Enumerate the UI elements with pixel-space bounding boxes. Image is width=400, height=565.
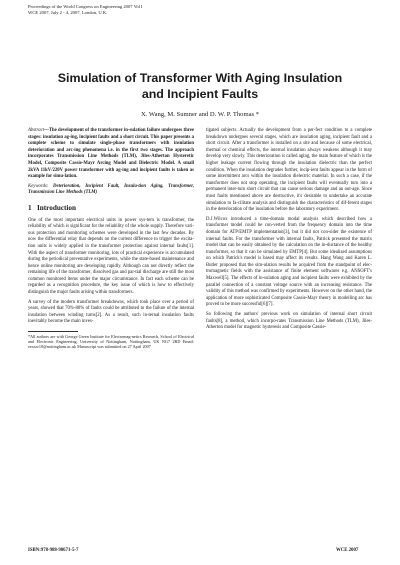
footer-conference: WCE 2007 bbox=[336, 548, 359, 553]
section-number: 1 bbox=[28, 203, 32, 212]
header-line-2: WCE 2007, July 2 - 4, 2007, London, U.K. bbox=[28, 9, 108, 15]
keywords bbox=[28, 184, 194, 197]
right-paragraph-2: D.J.Wilcox introduced a time-domain modal analysis which described how a transformer model could be con-verted from the frequency domain into the time domain for ATP/EMTP implementation[3], but it did not con-sider the existence of internal faults. For the transformer with internal faults, Patrick presented the matrix model that can be easily obtained by the calculation on the in-ductance of the healthy transformer, so that it can be simulated by EMTP[4]. But some idealized assumptions on which Patrick's model is based may affect its results. Hang Wang and Karen L. Butler proposed that the sim-ulation results be acquired from the standpoint of elec-tromagnetic fields with the assistance of finite element softwares e.g. ANSOFT's Maxwell[5]. The effects of in-sulation aging and incipient faults were exhibited by the parallel connection of a constant voltage source with an increasing resistance. The validity of this method was confirmed by experiments. However on the other hand, the application of more sophisticated Composite Cassie-Mayr theory in modelling arc has proved to be more successful[6][7]. bbox=[206, 216, 372, 308]
left-paragraph-1: One of the most important electrical units in power sys-tem is transformer, the reliability of which is significant for the reliability of the whole supply. Therefore vari-ous protection and monitoring schemes were developed in the last few decades. By now the differential relay that depends on the current difference to trigger the excita-tion units is widely applied in the transformer protection against internal faults[1]. With the aspect of transformer monitoring, lots of practical experience is accumulated during the periodical preventative experiments, while the state-based maintenance and hence online monitoring are developing rapidly. Although can not directly reflect the remaining life of the transformer, dissolved gas and par-tial discharge are still the most common monitored items under the major circumstance. In fact each scheme can be regarded as a recognition procedure, the key issue of which is how to effectively distinguish the major faults arising within transformers. bbox=[28, 217, 194, 296]
title-line-1: Simulation of Transformer With Aging Insulation bbox=[57, 71, 343, 85]
keywords-label: Keywords: bbox=[28, 183, 49, 189]
right-paragraph-3: So following the authors' previous work on simulation of internal short circuit faults[8], a method, which incorpo-rates Transmission Line Methods (TLM), Jiles-Atherton model for magnetic hysteresis and Composite Cassie- bbox=[206, 312, 372, 331]
footer-isbn: ISBN:978-988-98671-5-7 bbox=[28, 548, 79, 553]
right-paragraph-1: tigated subjects. Actually the development from a per-fect condition to a complete breakdown undergoes several stages, which are insulation aging, incipient fault and a short circuit. After a transformer is installed on a site and because of some electrical, thermal or chemical effects, the internal insulation always weakens although it may develop very slowly. This deterioration is called aging, the main feature of which is the higher leakage current flowing through the insulation dielectric than the perfect condition. When the insulation degrades further, incip-ient faults appear in the form of some intermittent arcs within the insulation dielectric material. In such a case, if the transformer does not stop operating, the incipient faults will eventually turn into a permanent inter-turn short circuit that can cause serious damage and an out-age. Since most faults mentioned above are destructive, it's desirable to undertake an accurate simulation to fa-cilitate analysis and distinguish the characteristics of dif-ferent stages in the deterioration of the insulation before the laboratory experiment. bbox=[206, 128, 372, 213]
footnote-rule bbox=[28, 331, 78, 332]
abstract-label: Abstract bbox=[28, 128, 45, 133]
header-line-1: Proceedings of the World Congress on Engineering 2007 Vol I bbox=[28, 4, 143, 9]
footnote: *All authors are with George Green Institute for Electromag-netics Research, School of Electrical and Electronic Engineering, University of Nottingham, Nottingham, UK NG7 2RD Email: eexxw10@nottingham.ac.uk Manuscript was submitted on 27 April 2007 bbox=[28, 334, 194, 350]
keywords-text: Deterioration, Incipient Fault, Insula-tion Aging, Transformer, Transmission Line Methods (TLM) bbox=[28, 183, 195, 196]
section-title: Introduction bbox=[36, 203, 76, 212]
left-paragraph-2: A survey of the modern transformer breakdowns, which took place over a period of years, showed that 70%-80% of faults could be attributed to the failure of the internal insulation between winding turns[2]. As a result, such in-ternal insulation faults inevitably become the main inves- bbox=[28, 299, 194, 325]
right-column bbox=[206, 128, 372, 335]
abstract bbox=[28, 128, 194, 181]
paper-title bbox=[0, 70, 400, 102]
running-header bbox=[28, 4, 143, 16]
left-column bbox=[28, 128, 194, 350]
section-heading bbox=[28, 205, 194, 212]
authors: X. Wang, M. Sumner and D. W. P. Thomas * bbox=[140, 111, 260, 118]
abstract-text: —The development of the transformer in-sulation failure undergoes three stages: insulation ag-ing, incipient faults and a short circuit. This paper presents a complete scheme to simulate single-phase transformers with insulation deterioration and arc-ing phenomena i.e. in the first two stages. The approach incorporates Transmission Line Methods (TLM), Jiles-Atherton Hysteretic Model, Composite Cassie-Mayr Arcing Model and Dielectric Model. A small 2kVA 11kV/220V power transformer with ag-ing and incipient faults is taken as example for simu-lation. bbox=[28, 128, 194, 180]
title-line-2: and Incipient Faults bbox=[141, 87, 259, 101]
